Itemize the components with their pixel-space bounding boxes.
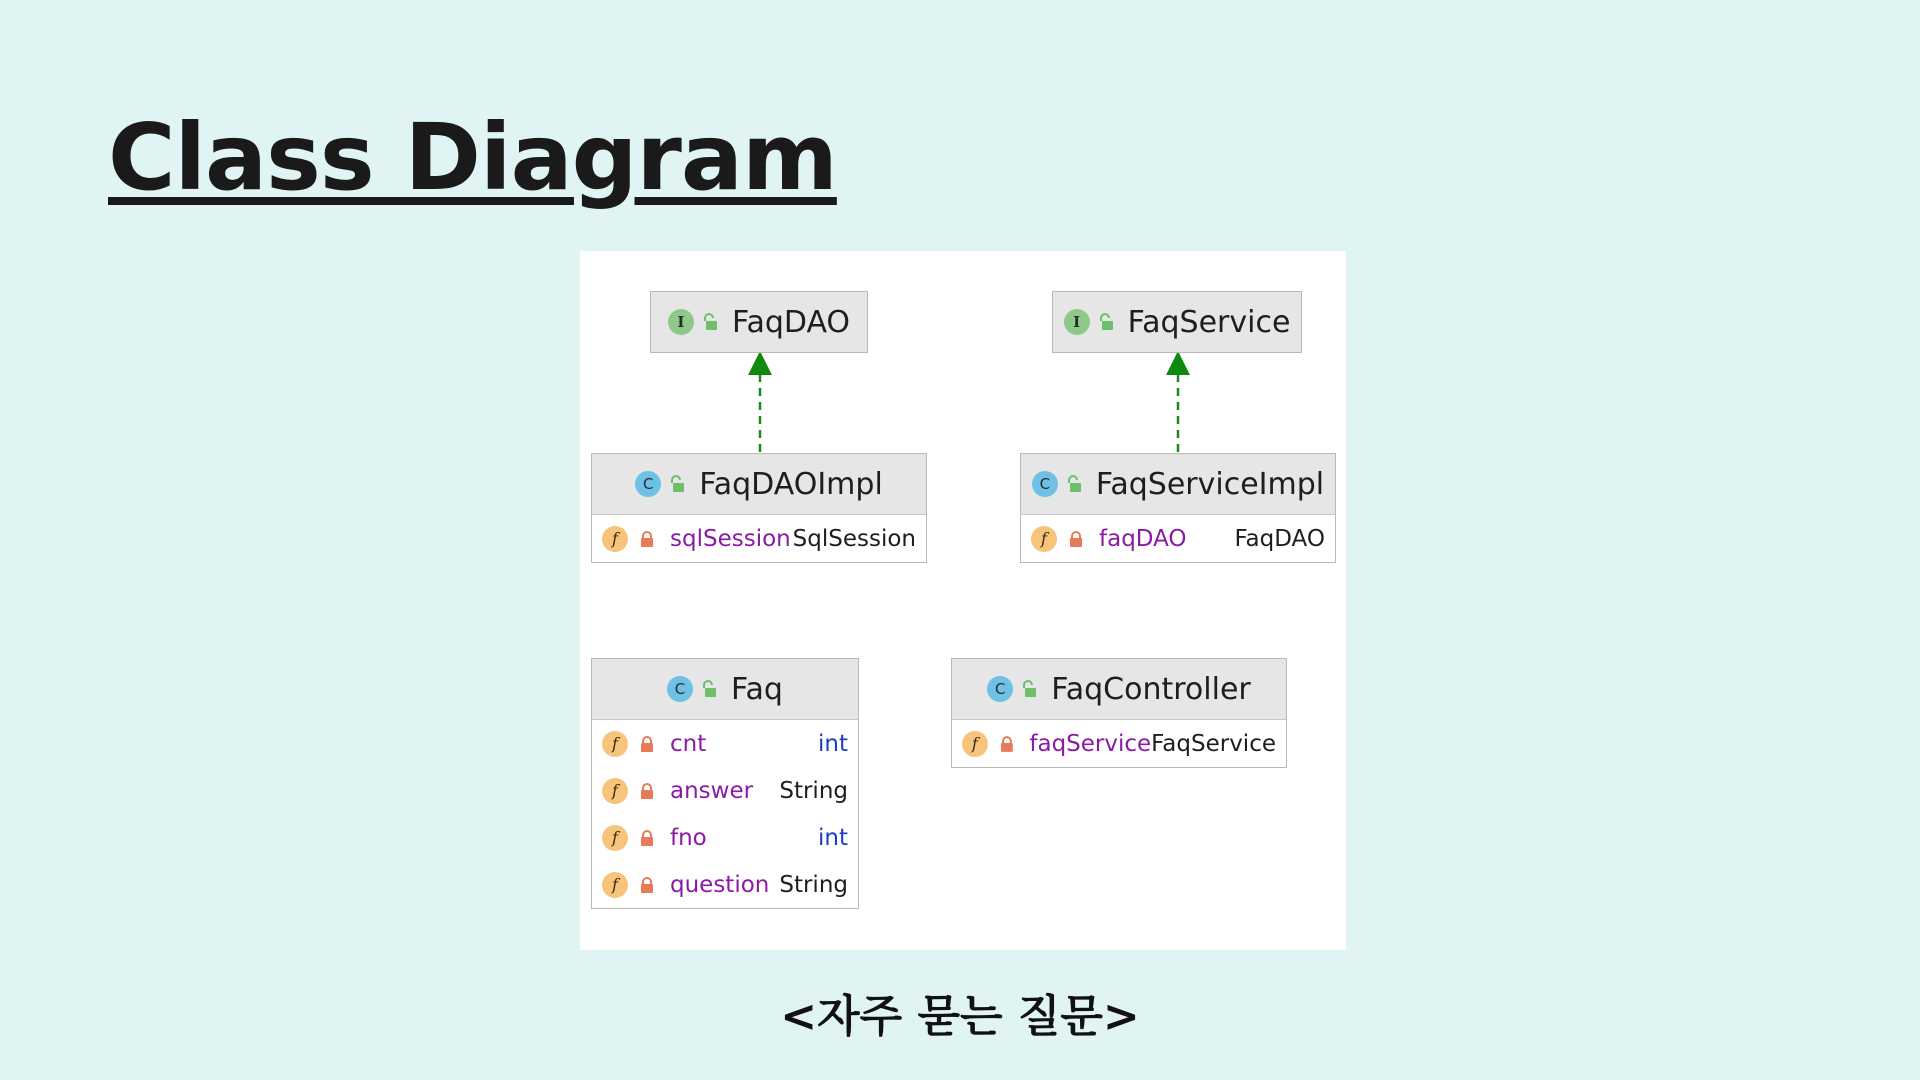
class-faqservice[interactable] — [1052, 291, 1302, 353]
lock-icon — [1069, 531, 1083, 547]
field-icon: f — [1031, 526, 1057, 552]
field-row[interactable] — [592, 515, 926, 562]
class-faqserviceimpl[interactable] — [1020, 453, 1336, 563]
class-icon: C — [667, 676, 693, 702]
class-faqdaoimpl[interactable] — [591, 453, 927, 563]
class-name: FaqService — [1127, 304, 1291, 340]
class-name: FaqDAOImpl — [699, 466, 883, 502]
class-faq[interactable] — [591, 658, 859, 909]
interface-icon: I — [1064, 309, 1090, 335]
page-title: Class Diagram — [108, 104, 837, 211]
field-icon: f — [602, 731, 628, 757]
unlock-icon — [1066, 475, 1082, 493]
lock-icon — [640, 783, 654, 799]
lock-icon — [640, 877, 654, 893]
field-icon: f — [602, 778, 628, 804]
class-faqcontroller[interactable] — [951, 658, 1287, 768]
class-name: FaqServiceImpl — [1095, 466, 1325, 502]
field-row[interactable] — [592, 720, 858, 767]
lock-icon — [640, 736, 654, 752]
field-name: faqService — [1029, 730, 1152, 757]
field-name: sqlSession — [670, 525, 791, 552]
field-name: faqDAO — [1099, 525, 1187, 552]
field-row[interactable] — [592, 861, 858, 908]
field-type: SqlSession — [792, 525, 916, 552]
unlock-icon — [702, 313, 718, 331]
class-icon: C — [1032, 471, 1058, 497]
field-name: fno — [670, 824, 707, 851]
class-icon: C — [635, 471, 661, 497]
field-type: FaqDAO — [1234, 525, 1325, 552]
field-type: int — [818, 824, 848, 851]
field-icon: f — [962, 731, 988, 757]
class-name: Faq — [731, 671, 783, 707]
class-faqdao[interactable] — [650, 291, 868, 353]
field-row[interactable] — [952, 720, 1286, 767]
unlock-icon — [669, 475, 685, 493]
field-row[interactable] — [1021, 515, 1335, 562]
arrow-faqserviceimpl-to-faqservice — [1166, 351, 1190, 452]
field-icon: f — [602, 526, 628, 552]
arrow-faqdaoimpl-to-faqdao — [748, 351, 772, 452]
field-icon: f — [602, 872, 628, 898]
lock-icon — [640, 531, 654, 547]
unlock-icon — [1021, 680, 1037, 698]
unlock-icon — [701, 680, 717, 698]
class-icon: C — [987, 676, 1013, 702]
lock-icon — [1000, 736, 1014, 752]
class-name: FaqDAO — [731, 304, 851, 340]
diagram-caption: <자주 묻는 질문> — [780, 991, 1140, 1042]
field-row[interactable] — [592, 767, 858, 814]
diagram-canvas — [580, 251, 1346, 950]
class-name: FaqController — [1051, 671, 1251, 707]
interface-icon: I — [668, 309, 694, 335]
field-type: String — [779, 871, 848, 898]
field-icon: f — [602, 825, 628, 851]
unlock-icon — [1098, 313, 1114, 331]
field-row[interactable] — [592, 814, 858, 861]
field-name: answer — [670, 777, 754, 804]
lock-icon — [640, 830, 654, 846]
field-type: FaqService — [1151, 730, 1276, 757]
field-name: cnt — [670, 730, 707, 757]
field-type: String — [779, 777, 848, 804]
field-name: question — [670, 871, 770, 898]
field-type: int — [818, 730, 848, 757]
